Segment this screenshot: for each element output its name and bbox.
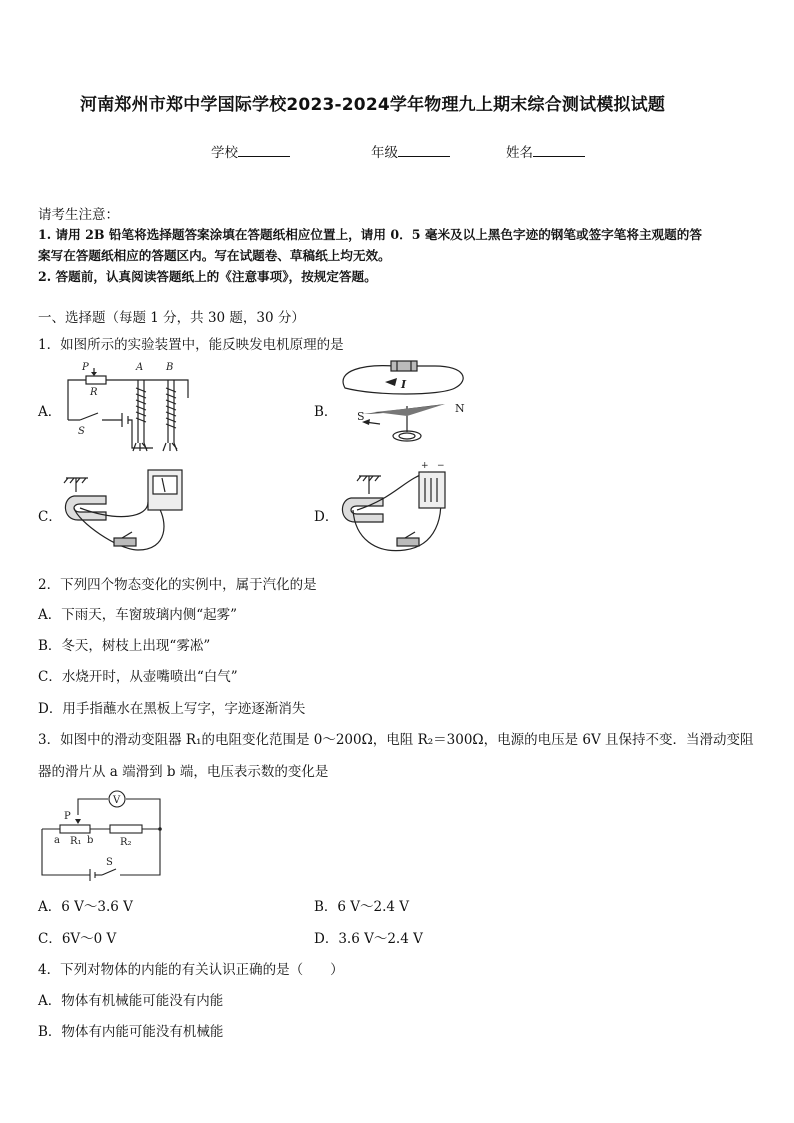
q2-stem: 2．下列四个物态变化的实例中，属于汽化的是: [38, 577, 317, 593]
q3-stem-line-2: 器的滑片从 a 端滑到 b 端，电压表示数的变化是: [38, 764, 329, 780]
q3-option-a[interactable]: A．6 V～3.6 V: [38, 899, 133, 915]
q1-figure-b-oersted: [335, 360, 475, 452]
page-title: 河南郑州市郑中学国际学校2023-2024学年物理九上期末综合测试模拟试题: [80, 95, 666, 115]
fig-a-label-b: B: [166, 362, 174, 373]
q2-option-c[interactable]: C．水烧开时，从壶嘴喷出“白气”: [38, 669, 238, 685]
q4-option-a[interactable]: A．物体有机械能可能没有内能: [38, 993, 224, 1009]
name-label: 姓名: [506, 145, 533, 161]
q3-option-c[interactable]: C．6V～0 V: [38, 931, 117, 947]
fig-b-label-s: S: [357, 410, 365, 423]
q1-option-c-label[interactable]: C．: [38, 509, 62, 525]
fig-a-label-s: S: [78, 426, 85, 437]
switch-label-s: S: [106, 857, 113, 868]
q4-stem: 4．下列对物体的内能的有关认识正确的是（ ）: [38, 962, 344, 978]
r2-label: R₂: [120, 837, 132, 848]
end-label-b: b: [87, 835, 94, 846]
name-blank[interactable]: [533, 144, 585, 157]
q3-option-d[interactable]: D．3.6 V～2.4 V: [314, 931, 423, 947]
notice-line-1a: 1. 请用 2B 铅笔将选择题答案涂填在答题纸相应位置上，请用 0．5 毫米及以上黑色字迹的钢笔或签字笔将主观题的答: [38, 227, 702, 242]
notice-line-1b: 案写在答题纸相应的答题区内。写在试题卷、草稿纸上均无效。: [38, 248, 391, 263]
fig-b-label-i: I: [401, 378, 407, 391]
q3-option-b[interactable]: B．6 V～2.4 V: [314, 899, 410, 915]
q2-option-d[interactable]: D．用手指蘸水在黑板上写字，字迹逐渐消失: [38, 701, 306, 717]
q3-stem-line-1: 3．如图中的滑动变阻器 R₁的电阻变化范围是 0～200Ω，电阻 R₂＝300Ω，电源的电压是 6V 且保持不变．当滑动变阻: [38, 732, 754, 748]
fig-b-label-n: N: [455, 402, 465, 415]
q1-option-b-label[interactable]: B．: [314, 404, 338, 420]
current-arrow-icon: [385, 378, 397, 386]
slider-label-p: P: [64, 811, 71, 822]
grade-field[interactable]: [371, 141, 450, 161]
q1-stem: 1．如图所示的实验装置中，能反映发电机原理的是: [38, 337, 344, 353]
notice-heading: 请考生注意：: [38, 207, 119, 223]
q1-figure-c-galvanometer: [58, 462, 198, 558]
grade-label: 年级: [371, 145, 398, 161]
q1-option-a-label[interactable]: A．: [38, 404, 62, 420]
grade-blank[interactable]: [398, 144, 450, 157]
q2-option-a[interactable]: A．下雨天，车窗玻璃内侧“起雾”: [38, 607, 238, 623]
svg-text:+: +: [421, 461, 429, 471]
notice-line-2: 2. 答题前，认真阅读答题纸上的《注意事项》，按规定答题。: [38, 269, 377, 284]
voltmeter-label: V: [113, 795, 121, 806]
fig-a-label-a: A: [136, 362, 144, 373]
slider-p-arrow-icon: [75, 819, 81, 824]
slider-arrow-icon: [91, 372, 97, 376]
q1-figure-a-electromagnet: [58, 358, 198, 458]
fig-a-label-p: P: [82, 362, 89, 373]
q3-circuit-diagram: [38, 785, 168, 885]
q4-option-b[interactable]: B．物体有内能可能没有机械能: [38, 1024, 224, 1040]
svg-text:−: −: [437, 461, 445, 471]
r1-label: R₁: [70, 836, 82, 847]
section-heading: 一、选择题（每题 1 分，共 30 题，30 分）: [38, 310, 305, 326]
q1-option-d-label[interactable]: D．: [314, 509, 339, 525]
school-field[interactable]: [211, 141, 290, 161]
q2-option-b[interactable]: B．冬天，树枝上出现“雾凇”: [38, 638, 211, 654]
fig-a-label-r: R: [90, 387, 98, 398]
q1-figure-d-motor: [335, 458, 475, 558]
end-label-a: a: [54, 835, 60, 846]
school-blank[interactable]: [238, 144, 290, 157]
school-label: 学校: [211, 145, 238, 161]
name-field[interactable]: [506, 141, 585, 161]
